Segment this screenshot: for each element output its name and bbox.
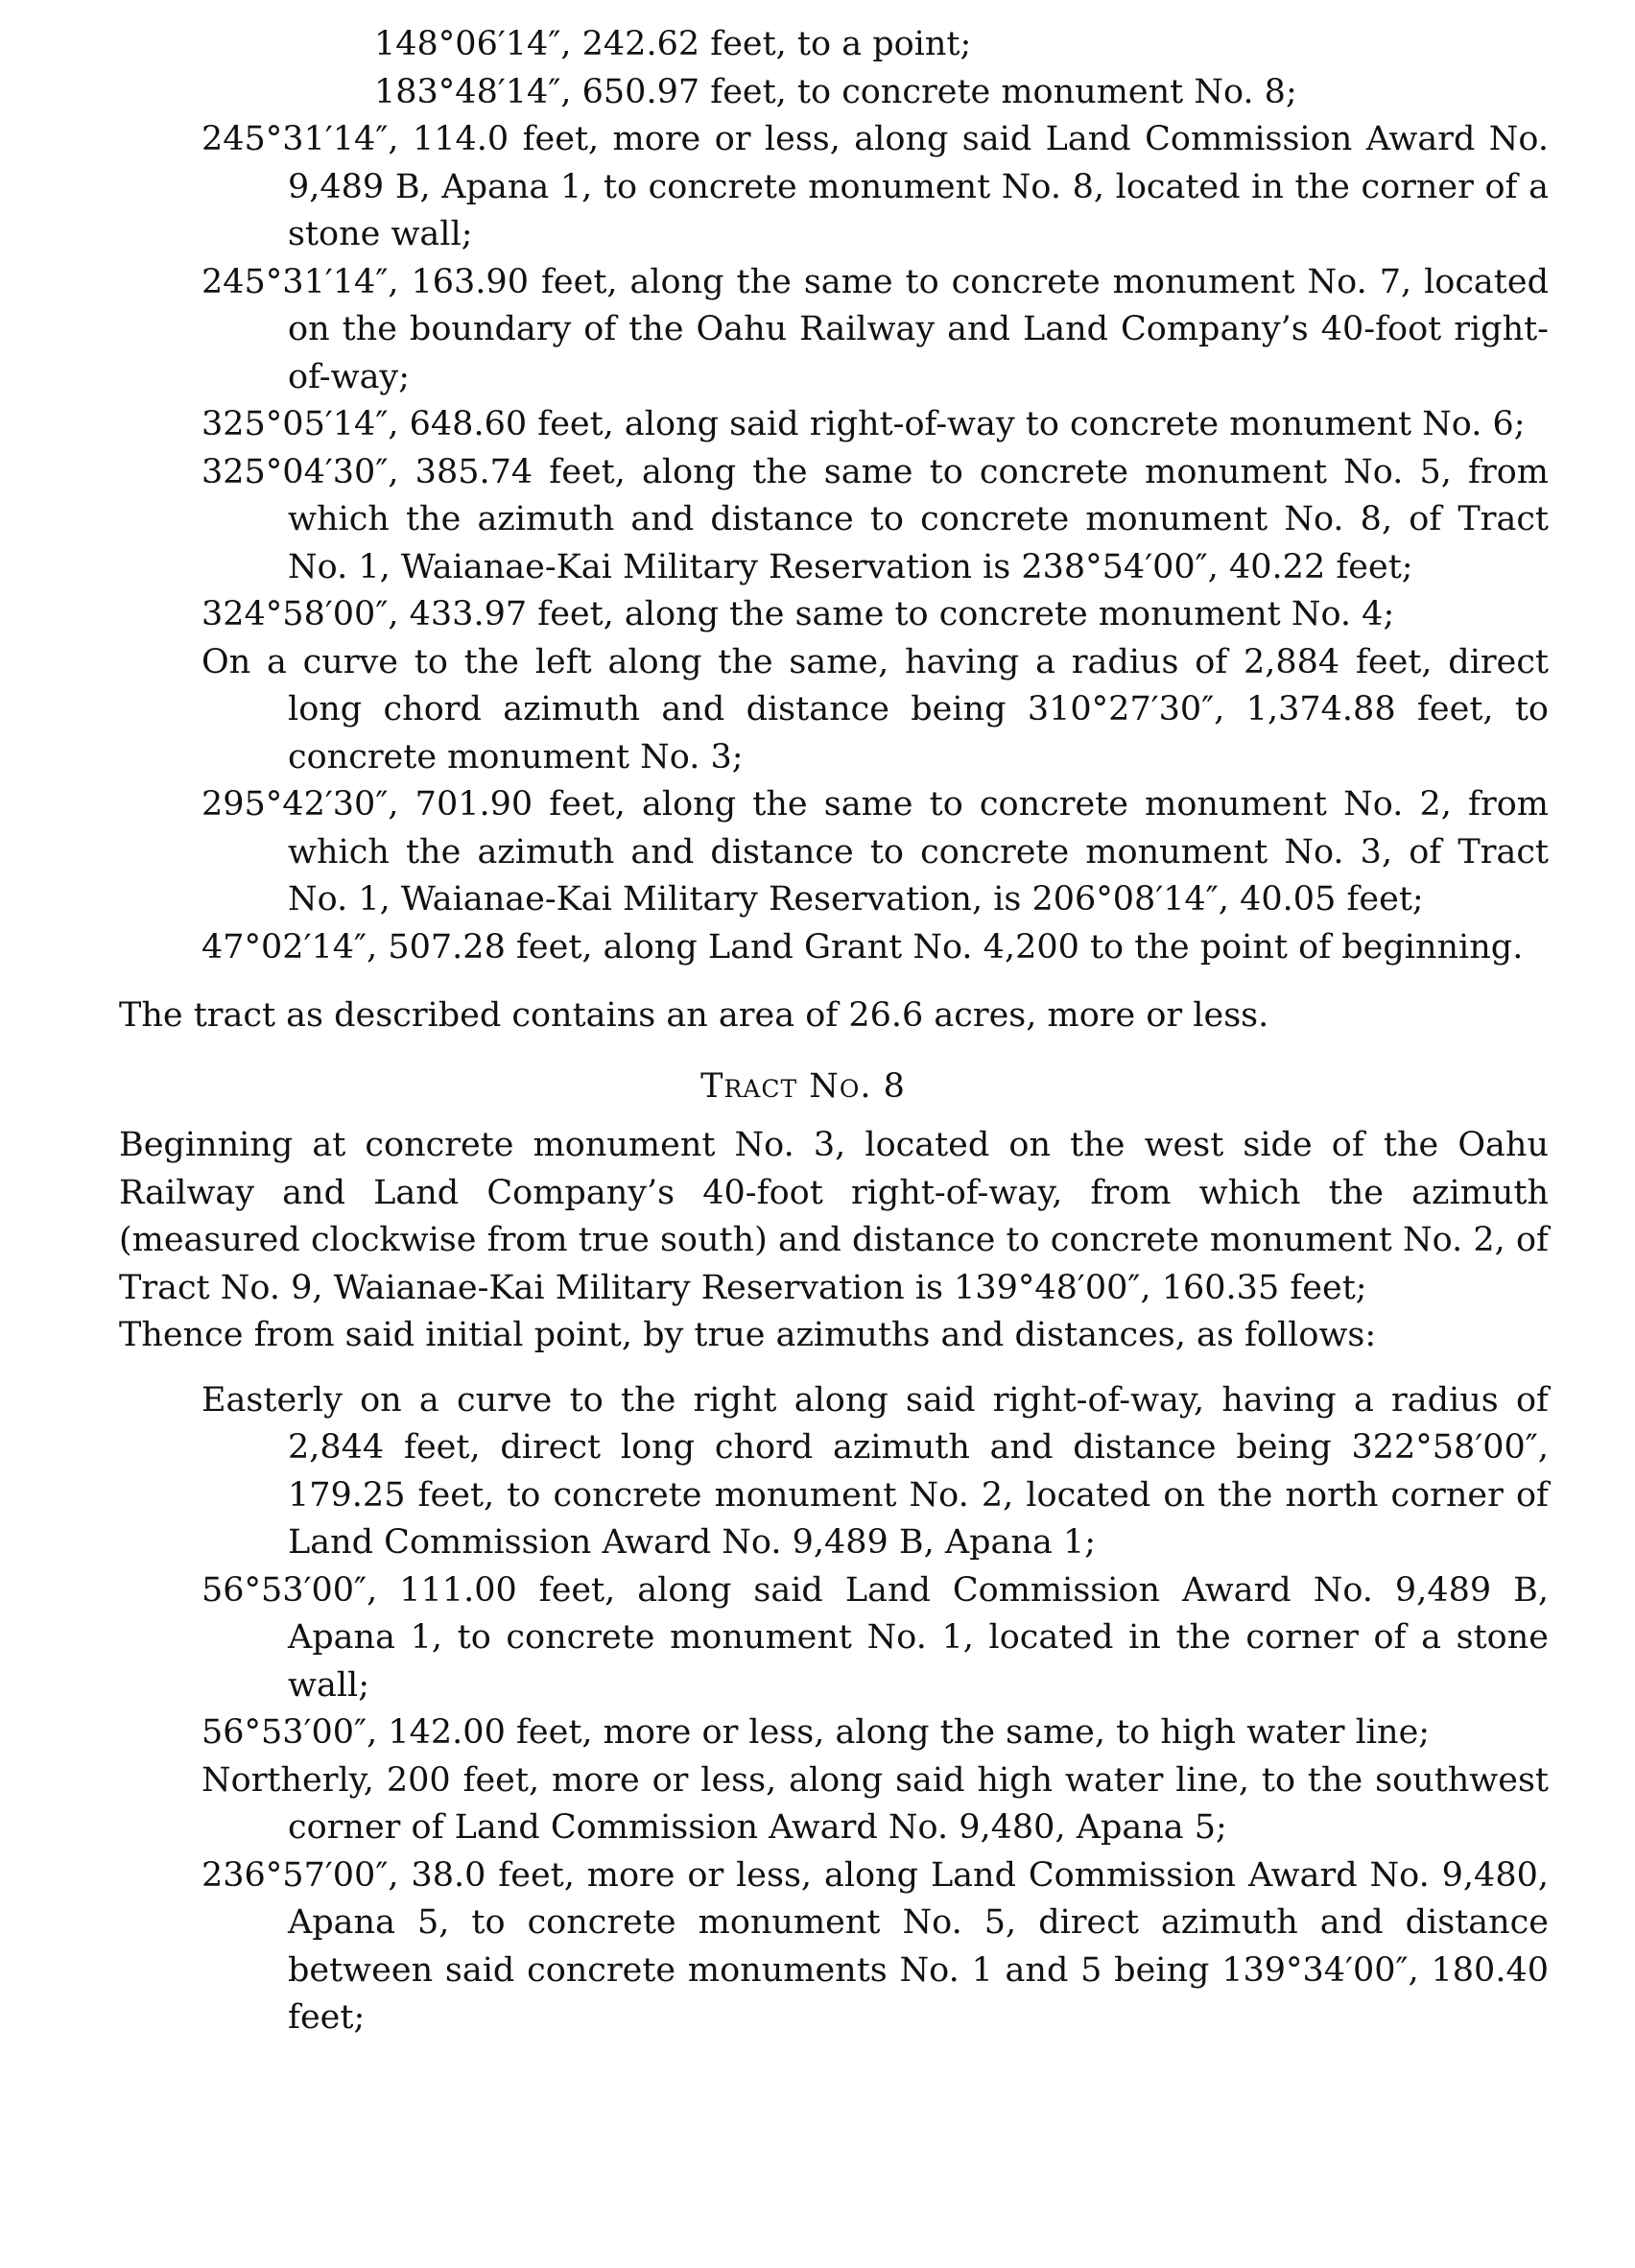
tract-heading: Tract No. 8 <box>700 1066 906 1106</box>
course-entry: 245°31′14″, 114.0 feet, more or less, along said Land Commission Award No. 9,489 B, Apana 1, to concrete monument No. 8, located in the corner of a stone wall; <box>201 120 1549 253</box>
course-entry: 56°53′00″, 142.00 feet, more or less, along the same, to high water line; <box>201 1713 1431 1752</box>
course-line: 183°48′14″, 650.97 feet, to concrete monument No. 8; <box>374 72 1297 111</box>
course-entry: 245°31′14″, 163.90 feet, along the same to concrete monument No. 7, located on the boundary of the Oahu Railway and Land Company’s 40-foot right-of-way; <box>201 262 1549 396</box>
course-entry: 325°05′14″, 648.60 feet, along said right-of-way to concrete monument No. 6; <box>201 405 1526 443</box>
course-line: 148°06′14″, 242.62 feet, to a point; <box>374 25 972 63</box>
area-statement: The tract as described contains an area of 26.6 acres, more or less. <box>119 996 1269 1035</box>
course-entry: 325°04′30″, 385.74 feet, along the same to concrete monument No. 5, from which the azimuth and distance to concrete monument No. 8, of Tract No. 1, Waianae-Kai Military Reservation is 238°54′00″, 40.22 feet; <box>201 452 1549 586</box>
thence-paragraph: Thence from said initial point, by true azimuths and distances, as follows: <box>119 1316 1377 1354</box>
course-entry: 236°57′00″, 38.0 feet, more or less, along Land Commission Award No. 9,480, Apana 5, to concrete monument No. 5, direct azimuth and distance between said concrete monuments No. 1 and 5 being 139°34′00″, 180.40 feet; <box>201 1855 1549 2037</box>
course-entry: 324°58′00″, 433.97 feet, along the same to concrete monument No. 4; <box>201 595 1395 633</box>
course-entry: Easterly on a curve to the right along said right-of-way, having a radius of 2,844 feet, direct long chord azimuth and distance being 322°58′00″, 179.25 feet, to concrete monument No. 2, located on the north corner of Land Commission Award No. 9,489 B, Apana 1; <box>201 1380 1549 1562</box>
beginning-paragraph: Beginning at concrete monument No. 3, located on the west side of the Oahu Railway and Land Company’s 40-foot right-of-way, from which the azimuth (measured clockwise from true south) and distance to concrete monument No. 2, of Tract No. 9, Waianae-Kai Military Reservation is 139°48′00″, 160.35 feet; <box>119 1126 1549 1307</box>
course-entry: On a curve to the left along the same, having a radius of 2,884 feet, direct long chord azimuth and distance being 310°27′30″, 1,374.88 feet, to concrete monument No. 3; <box>201 642 1549 776</box>
course-entry: 47°02′14″, 507.28 feet, along Land Grant No. 4,200 to the point of beginning. <box>201 927 1524 967</box>
course-entry: Northerly, 200 feet, more or less, along said high water line, to the southwest corner of Land Commission Award No. 9,480, Apana 5; <box>201 1760 1549 1847</box>
course-entry: 295°42′30″, 701.90 feet, along the same to concrete monument No. 2, from which the azimuth and distance to concrete monument No. 3, of Tract No. 1, Waianae-Kai Military Reservation, is 206°08′14″, 40.05 feet; <box>201 785 1549 919</box>
course-entry: 56°53′00″, 111.00 feet, along said Land Commission Award No. 9,489 B, Apana 1, to concrete monument No. 1, located in the corner of a stone wall; <box>201 1570 1549 1705</box>
